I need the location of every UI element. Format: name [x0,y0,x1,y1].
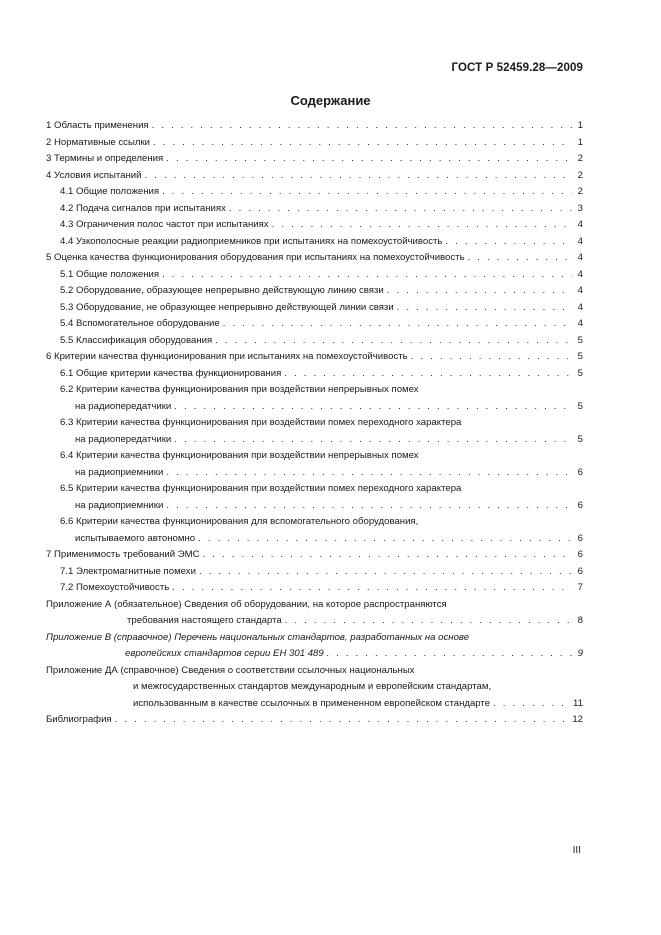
toc-entry-title-cont: на радиоприемники [75,499,164,511]
document-code: ГОСТ Р 52459.28—2009 [451,62,583,74]
toc-entry[interactable] [46,415,583,448]
toc-entry-page: 4 [577,285,583,296]
page-number: III [572,845,581,856]
toc-entry-title: 6.4 Критерии качества функционирования при воздействии непрерывных помех [60,450,419,461]
toc-entry-title: 6.5 Критерии качества функционирования при воздействии помех переходного характера [60,483,462,494]
toc-entry-title: 5.2 Оборудование, образующее непрерывно действующую линию связи [60,285,384,296]
toc-entry[interactable] [46,514,583,547]
toc-entry-page: 12 [572,714,583,725]
toc-entry-page: 6 [577,499,583,511]
toc-entry-title-cont: на радиоприемники [75,466,164,478]
toc-entry-title-cont: требования настоящего стандарта [127,615,282,626]
toc-entry-page: 2 [577,153,583,164]
toc-entry[interactable] [46,448,583,481]
toc-entry-title-cont: и межгосударственных стандартов международным и европейским стандартам, [133,681,492,692]
page-title: Содержание [290,93,371,108]
toc-entry-title: Приложение А (обязательное) Сведения об оборудовании, на которое распространяются [46,598,447,610]
toc-entry[interactable] [46,597,583,630]
toc-entry-title: 7.2 Помехоустойчивость [60,582,170,593]
toc-entry[interactable] [46,168,583,185]
toc-entry[interactable] [46,201,583,218]
toc-entry-title: 4.4 Узкополосные реакции радиоприемников при испытаниях на помехоустойчивость [60,235,443,247]
toc-entry[interactable] [46,316,583,333]
toc-entry-page: 5 [577,367,583,379]
toc-entry-page: 4 [577,318,583,329]
toc-entry-title: 5.4 Вспомогательное оборудование [60,318,220,329]
toc-entry[interactable] [46,663,583,713]
table-of-contents [46,118,583,729]
toc-entry-title: 5.1 Общие положения [60,268,160,280]
toc-entry[interactable] [46,349,583,366]
toc-entry[interactable] [46,547,583,564]
toc-entry-title: 5.5 Классификация оборудования [60,334,213,346]
toc-entry-title-cont: европейских стандартов серии ЕН 301 489 [125,648,324,659]
toc-entry-title: 4.1 Общие положения [60,186,160,197]
toc-entry-page: 5 [577,334,583,346]
toc-entry-title-cont: использованным в качестве ссылочных в примененном европейском стандарте [133,697,491,709]
toc-entry-page: 4 [577,219,583,230]
toc-entry-page: 2 [577,186,583,197]
toc-entry-title: 5.3 Оборудование, не образующее непрерывно действующей линии связи [60,301,394,313]
toc-entry-title-cont: на радиопередатчики [75,400,172,412]
toc-entry[interactable] [46,382,583,415]
toc-entry-title: Приложение ДА (справочное) Сведения о соответствии ссылочных национальных [46,664,415,676]
toc-entry[interactable] [46,135,583,152]
toc-entry-page: 5 [577,351,583,362]
toc-entry[interactable] [46,580,583,597]
toc-entry-page: 4 [577,301,583,313]
toc-entry-title: 3 Термины и определения [46,153,164,164]
toc-entry[interactable] [46,250,583,267]
toc-entry[interactable] [46,300,583,317]
toc-entry-page: 6 [577,532,583,544]
toc-entry-page: 6 [577,549,583,560]
toc-entry[interactable] [46,366,583,383]
toc-entry-title-cont: испытываемого автономно [75,532,196,544]
toc-entry-title: 7.1 Электромагнитные помехи [60,565,196,577]
toc-entry-page: 4 [577,252,583,263]
toc-entry-page: 5 [577,433,583,445]
toc-entry[interactable] [46,712,583,729]
toc-entry-page: 6 [577,565,583,577]
toc-entry[interactable] [46,234,583,251]
toc-entry[interactable] [46,184,583,201]
toc-entry[interactable] [46,564,583,581]
toc-entry-title: 4 Условия испытаний [46,169,142,181]
toc-entry[interactable] [46,630,583,663]
toc-entry-title: 5 Оценка качества функционирования оборудования при испытаниях на помехоустойчивость [46,252,465,263]
toc-entry-title: 6.1 Общие критерии качества функционирования [60,367,282,379]
toc-entry-title: 6.3 Критерии качества функционирования при воздействии помех переходного характера [60,417,462,428]
toc-entry-title: 6 Критерии качества функционирования при испытаниях на помехоустойчивость [46,351,408,362]
toc-entry-title: 2 Нормативные ссылки [46,136,151,148]
toc-entry-page: 2 [577,169,583,181]
toc-entry-page: 3 [577,202,583,214]
toc-entry-title: 4.2 Подача сигналов при испытаниях [60,202,226,214]
toc-entry-page: 4 [577,268,583,280]
toc-entry-page: 6 [577,466,583,478]
toc-entry[interactable] [46,217,583,234]
toc-entry[interactable] [46,151,583,168]
toc-entry-title: Приложение В (справочное) Перечень национальных стандартов, разработанных на основе [46,631,470,643]
toc-entry-title: 4.3 Ограничения полос частот при испытаниях [60,219,269,230]
toc-entry-page: 5 [577,400,583,412]
toc-entry[interactable] [46,283,583,300]
toc-entry[interactable] [46,481,583,514]
toc-entry-page: 4 [577,235,583,247]
toc-entry-title: Библиография [46,714,112,725]
toc-entry[interactable] [46,333,583,350]
toc-entry-page: 7 [577,582,583,593]
toc-entry-page: 11 [573,697,583,709]
toc-entry-page: 9 [577,648,583,659]
toc-entry[interactable] [46,267,583,284]
toc-entry-title: 1 Область применения [46,120,149,131]
toc-entry[interactable] [46,118,583,135]
toc-entry-title: 6.2 Критерии качества функционирования при воздействии непрерывных помех [60,384,419,395]
toc-entry-page: 1 [577,120,583,131]
toc-entry-title-cont: на радиопередатчики [75,433,172,445]
toc-entry-page: 1 [577,136,583,148]
toc-entry-title: 6.6 Критерии качества функционирования для вспомогательного оборудования, [60,516,419,527]
toc-entry-title: 7 Применимость требований ЭМС [46,549,200,560]
toc-entry-page: 8 [577,615,583,626]
